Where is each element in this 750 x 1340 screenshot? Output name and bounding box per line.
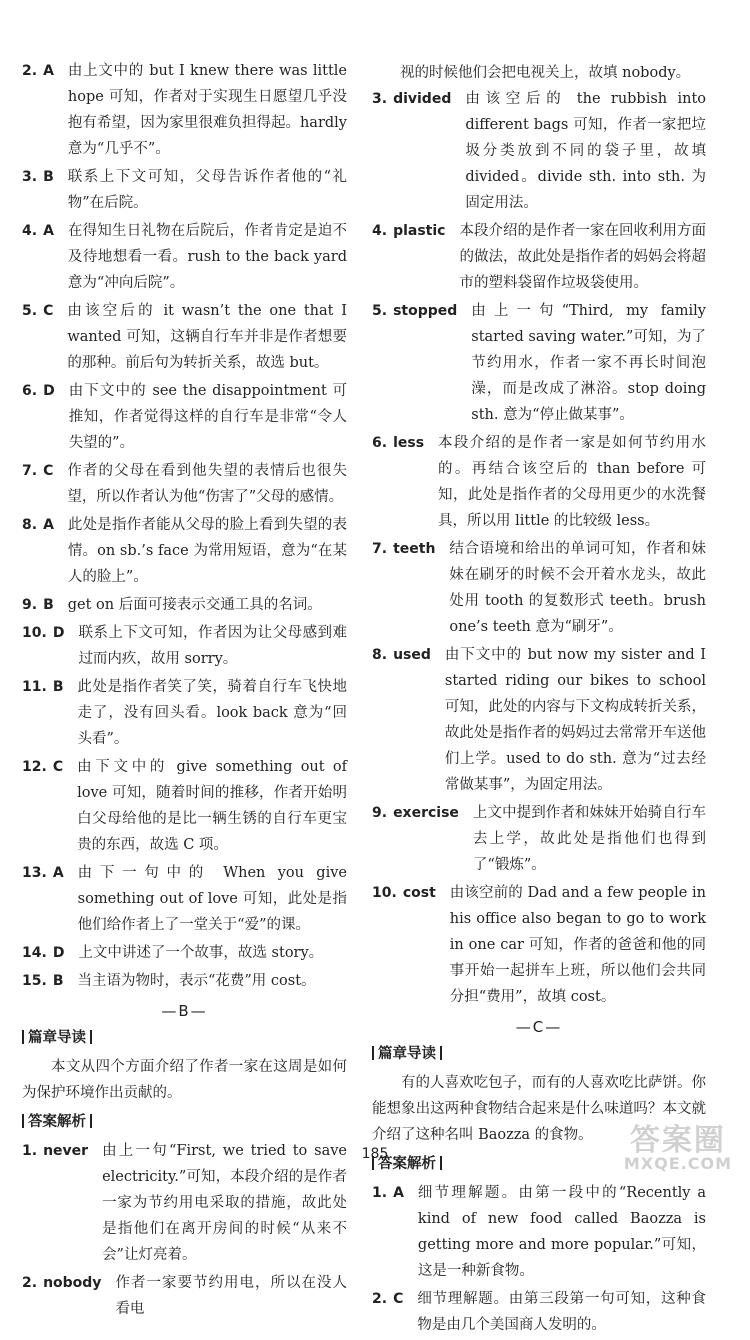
watermark-text: 答案圈 [629,1123,726,1158]
answer-item [22,860,347,938]
answer-heading [22,1110,347,1134]
item-answer: teeth [393,541,436,557]
item-number [372,430,438,534]
item-number-text: 6. [22,383,38,399]
item-explanation: 当主语为物时，表示“花费”用 cost。 [77,973,316,989]
item-number-text: 2. [22,63,38,79]
item-answer: A [52,865,64,881]
item-explanation: 上文中提到作者和妹妹开始骑自行车去上学，故此处是指他们也得到了“锻炼”。 [472,805,706,873]
watermark-logo [623,1123,732,1173]
item-answer: never [43,1143,89,1159]
answer-item [22,218,347,296]
item-answer: less [393,435,425,451]
item-answer: C [43,303,54,319]
item-number [22,592,68,618]
item-answer: B [52,679,64,695]
answer-item [372,1180,706,1284]
item-explanation: 此处是指作者笑了笑，骑着自行车飞快地走了，没有回头看。look back 意为“回头看”。 [77,679,347,747]
item-number [22,512,68,590]
item-explanation: 由该空后的 it wasn’t the one that I wanted 可知，这辆自行车并非是作者想要的那种。前后句为转折关系，故选 but。 [67,303,347,371]
answer-item [22,754,347,858]
guide-heading [372,1042,706,1066]
item-explanation: 在得知生日礼物在后院后，作者肯定是迫不及待地想看一看。rush to the back yard 意为“冲向后院”。 [67,223,347,291]
item-answer: A [43,517,54,533]
item-answer: A [43,223,54,239]
heading-bar [440,1046,442,1060]
answer-item [372,430,706,534]
heading-text: 答案解析 [28,1114,86,1130]
item-explanation: 由该空后的 the rubbish into different bags 可知，作者一家把垃圾分类放到不同的袋子里，故填 divided。divide sth. into sth. 为固定用法。 [465,91,706,211]
item-explanation: 本段介绍的是作者一家是如何节约用水的。再结合该空后的 than before 可知，此处是指作者的父母用更少的水洗餐具，所以用 little 的比较级 less。 [438,435,706,529]
item-number [372,800,473,878]
item-answer: D [52,625,65,641]
item-number-text: 9. [372,805,388,821]
heading-text: 篇章导读 [378,1046,436,1062]
item-number [372,536,449,640]
answer-item [22,164,347,216]
item-explanation: 由上一句“Third, my family started saving water.”可知，为了节约用水，作者一家不再长时间泡澡，而是改成了淋浴。stop doing sth. 意为“停止做某事”。 [471,303,706,423]
answer-item [22,58,347,162]
item-explanation: 此处是指作者能从父母的脸上看到失望的表情。on sb.’s face 为常用短语，意为“在某人的脸上”。 [67,517,347,585]
guide-heading [22,1026,347,1050]
item-number-text: 5. [22,303,38,319]
answer-item [22,674,347,752]
item-number [372,642,445,798]
item-number [372,1286,417,1338]
heading-bar [90,1030,92,1044]
answer-item [22,968,347,994]
answer-item [22,620,347,672]
page-number: 185 [361,1146,389,1162]
item-explanation: 作者的父母在看到他失望的表情后也很失望，所以作者认为他“伤害了”父母的感情。 [67,463,347,505]
answer-item [372,1286,706,1338]
item-explanation: 由下一句中的 When you give something out of love 可知，此处是指他们给作者上了一堂关于“爱”的课。 [77,865,347,933]
item-number [372,86,465,216]
heading-bar [22,1114,24,1128]
answer-item [22,940,347,966]
item-number [372,1180,418,1284]
item-answer: B [43,597,54,613]
item-number-text: 8. [22,517,38,533]
answer-item [372,86,706,216]
item-number-text: 10. [372,885,397,901]
answer-item [372,800,706,878]
item-number-text: 14. [22,945,47,961]
item-number [22,378,69,456]
item-answer: D [43,383,55,399]
item-number-text: 4. [372,223,388,239]
item-answer: plastic [393,223,446,239]
item-number [22,458,67,510]
item-explanation: get on 后面可接表示交通工具的名词。 [67,597,322,613]
answer-item [372,642,706,798]
item-number-text: 9. [22,597,38,613]
heading-text: 篇章导读 [28,1030,86,1046]
item-number-text: 6. [372,435,388,451]
item-number-text: 5. [372,303,388,319]
item-number [22,58,68,162]
answer-item [22,378,347,456]
item-answer: B [43,169,54,185]
item-answer: used [393,647,431,663]
item-number-text: 1. [22,1143,38,1159]
item-explanation: 细节理解题。由第一段中的“Recently a kind of new food called Baozza is getting more and more popular.”可知，这是一种新食物。 [417,1185,706,1279]
item-explanation: 作者一家要节约用电，所以在没人看电 [115,1275,347,1317]
item-number-text: 13. [22,865,47,881]
item-explanation: 由下文中的 see the disappointment 可推知，作者觉得这样的自行车是非常“令人失望的”。 [68,383,347,451]
item-number-text: 10. [22,625,47,641]
item-answer: nobody [43,1275,102,1291]
item-explanation: 由下文中的 but now my sister and I started riding our bikes to school 可知，此处的内容与下文构成转折关系，故此处是指作者的妈妈过去常常开车送他们上学。used to do sth. 意为“过去经常做某事”，为固定用法。 [444,647,706,793]
item-explanation: 由该空前的 Dad and a few people in his office also began to go to work in one car 可知，作者的爸爸和他的同事开始一起拼车上班，所以他们会共同分担“费用”，故填 cost。 [449,885,706,1005]
item-answer: D [52,945,65,961]
answer-item [372,536,706,640]
item-explanation: 细节理解题。由第三段第一句可知，这种食物是由几个美国商人发明的。 [417,1291,706,1333]
item-number-text: 3. [22,169,38,185]
item-number [372,298,471,428]
guide-paragraph: 有的人喜欢吃包子，而有的人喜欢吃比萨饼。你能想象出这两种食物结合起来是什么味道吗？本文就介绍了这种名叫 Baozza 的食物。 [372,1075,706,1143]
answer-item [372,298,706,428]
item-number [22,860,78,938]
item-answer: exercise [393,805,459,821]
left-column [22,58,347,1324]
item-number [22,674,77,752]
item-number [372,218,459,296]
item-number [22,940,78,966]
item-answer: stopped [393,303,458,319]
item-number-text: 3. [372,91,388,107]
item-number-text: 12. [22,759,47,775]
item-explanation: 由上文中的 but I knew there was little hope 可知，作者对于实现生日愿望几乎没抱有希望，因为家里很难负担得起。hardly 意为“几乎不”。 [67,63,347,157]
item-answer: A [393,1185,404,1201]
item-explanation: 由下文中的 give something out of love 可知，随着时间的推移，作者开始明白父母给他的是比一辆生锈的自行车更宝贵的东西，故选 C 项。 [77,759,347,853]
item-answer: C [43,463,54,479]
item-answer: C [393,1291,404,1307]
item-number-text: 8. [372,647,388,663]
answer-item [22,592,347,618]
item-number-text: 4. [22,223,38,239]
item-explanation: 联系上下文可知，作者因为让父母感到难过而内疚，故用 sorry。 [78,625,347,667]
guide-paragraph: 本文从四个方面介绍了作者一家在这周是如何为保护环境作出贡献的。 [22,1059,347,1101]
item-number [22,620,78,672]
item-number-text: 15. [22,973,47,989]
item-explanation: 本段介绍的是作者一家在回收利用方面的做法，故此处是指作者的妈妈会将超市的塑料袋留作垃圾袋使用。 [459,223,706,291]
item-number-text: 2. [22,1275,38,1291]
item-number-text: 1. [372,1185,388,1201]
continued-text: 视的时候他们会把电视关上，故填 nobody。 [400,65,691,81]
item-answer: A [43,63,54,79]
item-explanation: 由上一句“First, we tried to save electricity.”可知，本段介绍的是作者一家为节约用电采取的措施，故此处是指他们在离开房间的时候“从来不会”让灯亮着。 [102,1143,347,1263]
item-answer: divided [393,91,452,107]
heading-bar [22,1030,24,1044]
answer-item [22,298,347,376]
item-number [22,218,68,296]
heading-bar [90,1114,92,1128]
item-number [22,754,77,858]
answer-item [372,880,706,1010]
item-number [22,298,67,376]
item-explanation: 上文中讲述了一个故事，故选 story。 [78,945,324,961]
item-answer: C [52,759,64,775]
answer-item [22,458,347,510]
item-number [372,880,450,1010]
item-number [22,164,68,216]
item-number-text: 2. [372,1291,388,1307]
item-number [22,1270,115,1322]
item-answer: B [52,973,64,989]
item-answer: cost [402,885,436,901]
watermark-url: MXQE.COM [623,1154,732,1173]
section-title-c: —C— [515,1018,563,1036]
answer-item [22,512,347,590]
section-title-b: —B— [161,1002,208,1020]
item-explanation: 联系上下文可知，父母告诉作者他的“礼物”在后院。 [67,169,347,211]
answer-item [372,218,706,296]
item-number-text: 11. [22,679,47,695]
item-number [22,968,77,994]
answer-item [22,1270,347,1322]
item-number-text: 7. [372,541,388,557]
item-number-text: 7. [22,463,38,479]
heading-bar [372,1046,374,1060]
heading-text: 答案解析 [378,1156,436,1172]
item-explanation: 结合语境和给出的单词可知，作者和妹妹在刷牙的时候不会开着水龙头，故此处用 tooth 的复数形式 teeth。brush one’s teeth 意为“刷牙”。 [449,541,706,635]
